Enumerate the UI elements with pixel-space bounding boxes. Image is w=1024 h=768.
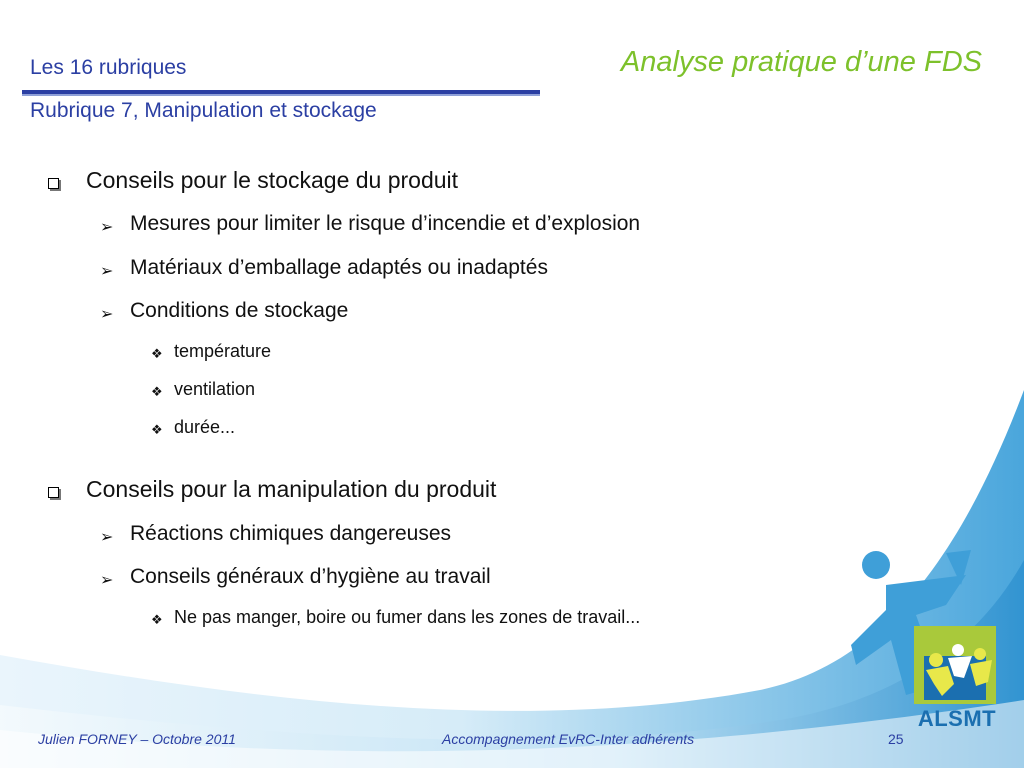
list-item: Conditions de stockage: [130, 299, 349, 322]
arrow-bullet-icon: ➢: [100, 219, 114, 236]
section-title: Les 16 rubriques: [30, 56, 187, 79]
section-heading: Conseils pour le stockage du produit: [86, 167, 459, 193]
arrow-bullet-icon: ➢: [100, 572, 114, 589]
list-item: Réactions chimiques dangereuses: [130, 522, 452, 545]
sub-list-item: température: [174, 341, 272, 361]
sub-list-item: durée...: [174, 417, 236, 437]
square-bullet-icon: [48, 178, 59, 189]
arrow-bullet-icon: ➢: [100, 306, 114, 323]
sub-list-item: Ne pas manger, boire ou fumer dans les zones de travail...: [174, 607, 641, 627]
diamond-bullet-icon: ❖: [151, 612, 163, 627]
slide-title: Analyse pratique d’une FDS: [620, 46, 982, 78]
diamond-bullet-icon: ❖: [151, 422, 163, 437]
subsection-title: Rubrique 7, Manipulation et stockage: [30, 99, 377, 122]
arrow-bullet-icon: ➢: [100, 529, 114, 546]
people-logo-icon: [914, 626, 996, 704]
square-bullet-icon: [48, 487, 59, 498]
list-item: Mesures pour limiter le risque d’incendie et d’explosion: [130, 212, 641, 235]
footer-center: Accompagnement EvRC-Inter adhérents: [442, 731, 695, 747]
logo-wordmark: ALSMT: [917, 706, 997, 731]
arrow-bullet-icon: ➢: [100, 263, 114, 280]
sub-list-item: ventilation: [174, 379, 256, 399]
footer-author: Julien FORNEY – Octobre 2011: [38, 731, 236, 747]
section-heading: Conseils pour la manipulation du produit: [86, 476, 497, 502]
diamond-bullet-icon: ❖: [151, 346, 163, 361]
list-item: Matériaux d’emballage adaptés ou inadaptés: [130, 256, 548, 279]
header-rule: [22, 90, 540, 94]
logo-emblem: [914, 626, 996, 704]
diamond-bullet-icon: ❖: [151, 384, 163, 399]
list-item: Conseils généraux d’hygiène au travail: [130, 565, 491, 588]
page-number: 25: [888, 731, 904, 747]
